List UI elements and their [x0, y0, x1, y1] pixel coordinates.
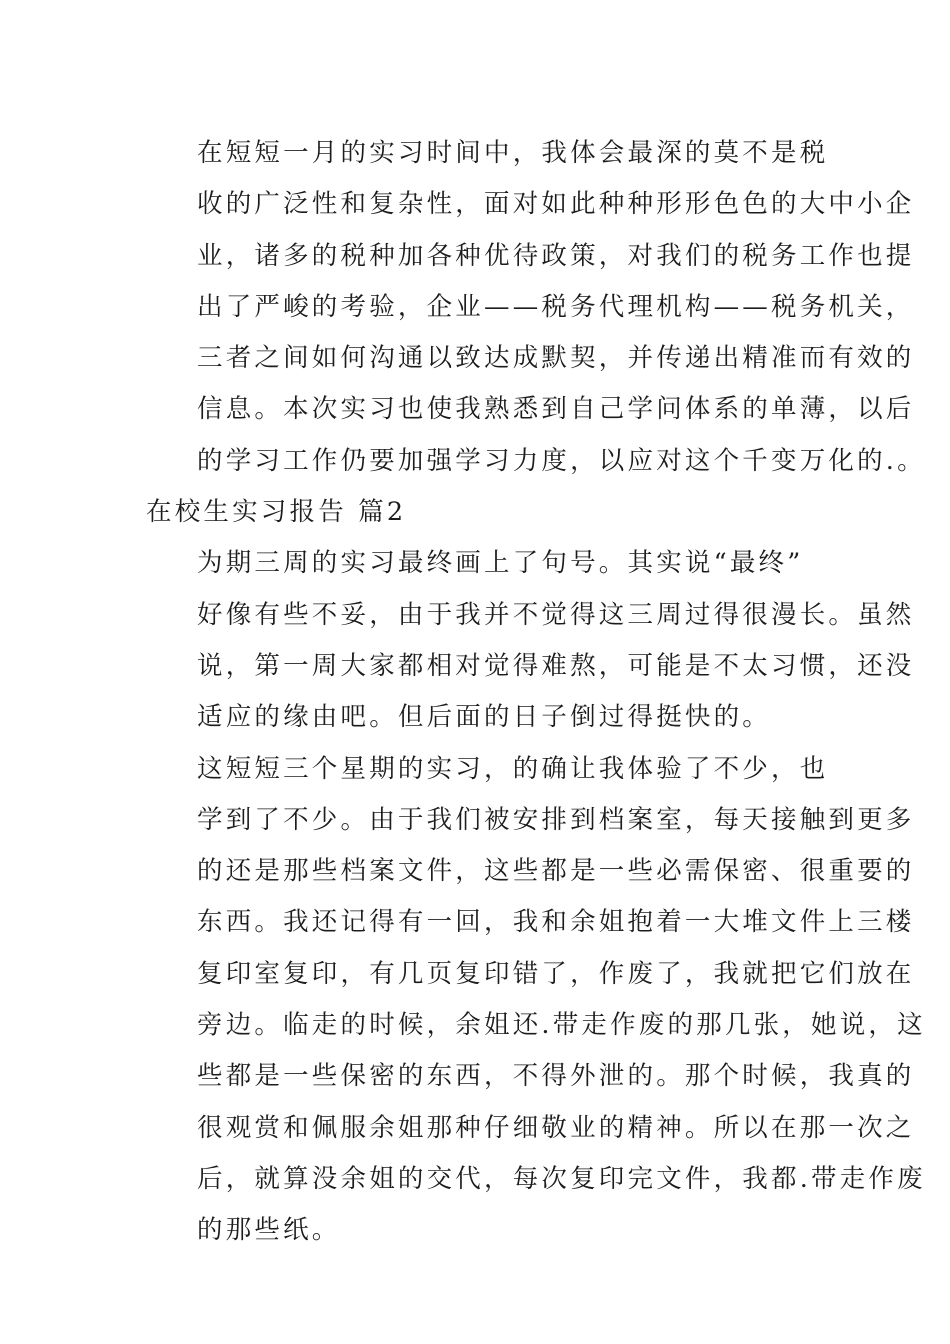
- paragraph-line: 后，就算没余姐的交代，每次复印完文件，我都.带走作废: [197, 1163, 926, 1194]
- paragraph-line: 三者之间如何沟通以致达成默契，并传递出精准而有效的: [197, 343, 915, 374]
- paragraph-line: 出了严峻的考验，企业——税务代理机构——税务机关，: [197, 291, 915, 322]
- paragraph-line: 东西。我还记得有一回，我和余姐抱着一大堆文件上三楼: [197, 907, 915, 938]
- section-heading: 在校生实习报告 篇2: [146, 497, 407, 528]
- paragraph-line: 复印室复印，有几页复印错了，作废了，我就把它们放在: [197, 958, 915, 989]
- paragraph-line: 在短短一月的实习时间中，我体会最深的莫不是税: [197, 138, 829, 168]
- paragraph-line: 信息。本次实习也使我熟悉到自己学问体系的单薄，以后: [197, 394, 915, 425]
- paragraph-line: 些都是一些保密的东西，不得外泄的。那个时候，我真的: [197, 1061, 915, 1092]
- paragraph-1: [146, 128, 926, 487]
- paragraph-line: 很观赏和佩服余姐那种仔细敬业的精神。所以在那一次之: [197, 1112, 915, 1143]
- paragraph-line: 的学习工作仍要加强学习力度，以应对这个千变万化的.。: [197, 445, 926, 476]
- paragraph-line: 好像有些不妥，由于我并不觉得这三周过得很漫长。虽然: [197, 599, 915, 630]
- paragraph-2: [146, 538, 915, 743]
- document-body: [146, 128, 926, 1257]
- paragraph-line: 这短短三个星期的实习，的确让我体验了不少，也: [197, 753, 829, 784]
- paragraph-line: 说，第一周大家都相对觉得难熬，可能是不太习惯，还没: [197, 650, 915, 681]
- paragraph-line: 为期三周的实习最终画上了句号。其实说“最终”: [197, 548, 804, 579]
- paragraph-line: 收的广泛性和复杂性，面对如此种种形形色色的大中小企: [197, 189, 915, 220]
- paragraph-line: 业，诸多的税种加各种优待政策，对我们的税务工作也提: [197, 240, 915, 271]
- paragraph-line: 旁边。临走的时候，余姐还.带走作废的那几张，她说，这: [197, 1010, 926, 1041]
- paragraph-line: 适应的缘由吧。但后面的日子倒过得挺快的。: [197, 702, 772, 733]
- paragraph-line: 的那些纸。: [197, 1215, 341, 1246]
- paragraph-line: 学到了不少。由于我们被安排到档案室，每天接触到更多: [197, 804, 915, 835]
- paragraph-line: 的还是那些档案文件，这些都是一些必需保密、很重要的: [197, 856, 915, 887]
- paragraph-3: [146, 744, 926, 1257]
